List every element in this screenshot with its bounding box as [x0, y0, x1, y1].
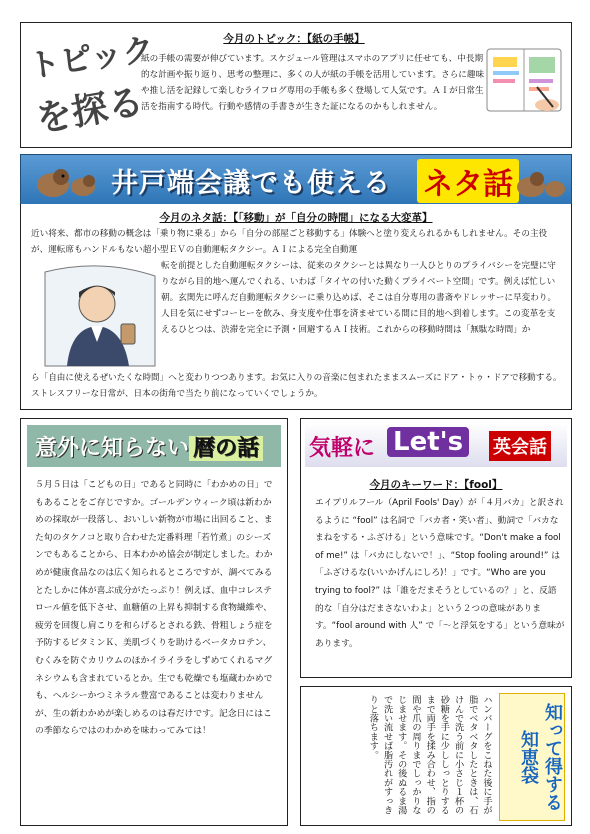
wisdom-logo-text: 知って得する知恵袋 — [518, 703, 563, 811]
neta-section — [20, 204, 572, 410]
bird-icon — [31, 159, 101, 203]
topic-logo — [25, 27, 157, 141]
car-driver-illustration — [41, 262, 159, 372]
neta-title: 今月のネタ話：【「移動」が「自分の時間」になる大変革】 — [159, 212, 433, 224]
topic-title: 今月のトピック：【紙の手帳】 — [223, 33, 365, 45]
calendar-banner-label: 意外に知らない — [35, 436, 190, 461]
neta-banner — [20, 154, 572, 206]
english-banner-label: 気軽に — [309, 436, 376, 461]
neta-banner-text: 井戸端会議でも使える — [111, 168, 391, 199]
english-title: 今月のキーワード：【fool】 — [369, 479, 503, 491]
notebook-illustration — [481, 35, 567, 123]
neta-body: ら「自由に使えるぜいたくな時間」へと変わりつつあります。お気に入りの音楽に包まれたままスムーズにドア・トゥ・ドアで移動する。ストレスフリーな日常が、日本の街角で当たり前になっていくでしょうか。 — [31, 373, 562, 399]
bird-icon — [511, 159, 569, 203]
topic-body: 紙の手帳の需要が伸びています。スケジュール管理はスマホのアプリに任せても、中長期的な計画や振り返り、思考の整理に、多くの人が紙の手帳を活用しています。さらに趣味や推し活を記録して楽しむライフログ専用の手帳も多く登場して人気です。ＡＩが日常生活を指南する時代。行動や感情の手書きが生きた証になるのかもしれません。 — [141, 54, 485, 112]
neta-banner-accent: ネタ話 — [417, 159, 519, 203]
svg-text:トピック: トピック — [25, 30, 157, 86]
wisdom-logo — [499, 693, 565, 821]
english-body: エイプリルフール（April Fools' Day）が「４月バカ」と訳されるように “fool” は名詞で「バカ者・笑い者」、動詞で「バカなまねをする・ふざける」という意味です。“Don't make a fool of me!” は「バカにしないで！」、“Stop fooling around!” は「ふざけるな(いいかげんにしろ)！」です。“Who are you trying to fool?” は「誰をだまそうとしているの？」と、反語的な「自分はだまさないわよ」という２つの意味があります。“fool around with 人” で「～と浮気をする」という意味があります。 — [315, 498, 565, 649]
english-banner — [305, 423, 567, 467]
svg-text:を探る: を探る — [33, 81, 147, 141]
english-section — [300, 418, 572, 678]
english-banner-accent: 英会話 — [489, 431, 551, 461]
calendar-banner — [27, 425, 281, 467]
neta-body: 近い将来、都市の移動の概念は「乗り物に乗る」から「自分の部屋ごと移動する」体験へと塗り変えられるかもしれません。その主役が、運転席もハンドルもない超小型ＥＶの自動運転タクシー。ＡＩによる完全自動運 — [31, 229, 548, 255]
wisdom-body: ハンバーグをこねた後に手が脂でベタベタしたときは、石けんで洗う前に小さじ１杯の砂糖を手に少ししっとりするまで両手を揉み合わせ、指の間や爪の周りまでしっかりなじませます。その後ぬるま湯で洗い流せば脂汚れがすっきりと落ちます。 — [367, 695, 492, 815]
calendar-banner-accent: 暦の話 — [189, 436, 263, 461]
neta-body: 転を前提とした自動運転タクシーは、従来のタクシーとは異なり一人ひとりのプライバシーを完璧に守りながら目的地へ運んでくれる、いわば「タイヤの付いた動くプライベート空間」です。例えば忙しい朝。玄関先に呼んだ自動運転タクシーに乗り込めば、そこは自分専用の書斎やドレッサーに早変わり。人目を気にせずコーヒーを飲み、身支度や仕事を済ませている間に目的地へ到着します。この変革を支えるひとつは、渋滞を完全に予測・回避するＡＩ技術。これからの移動時間は「無駄な時間」か — [161, 261, 557, 335]
calendar-section — [20, 418, 288, 826]
wisdom-section — [300, 686, 572, 826]
calendar-banner-text — [35, 431, 263, 462]
topic-section — [20, 22, 572, 148]
calendar-body: ５月５日は「こどもの日」であると同時に「わかめの日」でもあることをご存じですか。ゴールデンウィーク頃は新わかめの採取が一段落し、おいしい新物が市場に出回ること、また旬のタケノコと取り合わせた定番料理「若竹煮」のシーズンでもあることから、日本わかめ協会が制定しました。わかめが健康食品なのは広く知られるところですが、調べてみるとたしかに体が喜ぶ成分がたっぷり！例えば、血中コレステロール値を低下させ、血糖値の上昇も抑制する食物繊維や、疲労を回復し肩こりを和らげるとされる鉄、骨粗しょう症を予防するビタミンＫ、美肌づくりを助けるベータカロテン、むくみを防ぐカリウムのほかイライラをしずめてくれるマグネシウムも含まれているとか。生でも乾燥でも塩蔵わかめでも、ヘルシーかつミネラル豊富であることは変わりませんが、生の新わかめが楽しめるのは春だけです。記念日にはこの季節ならではのわかめを味わってみては！ — [35, 480, 273, 737]
english-banner-lets: Let's — [387, 427, 469, 457]
